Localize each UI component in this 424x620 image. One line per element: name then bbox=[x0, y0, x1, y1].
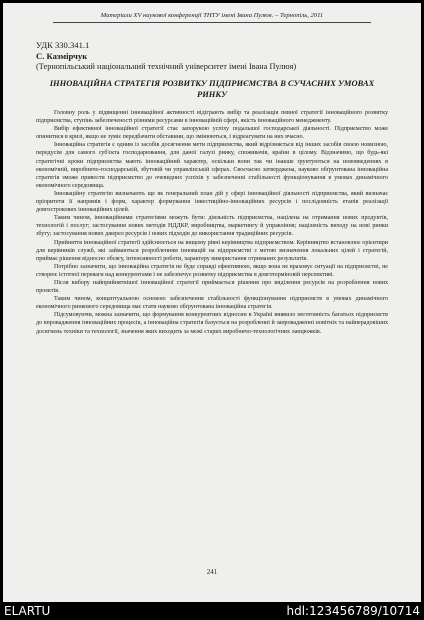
document-page bbox=[3, 3, 421, 602]
paragraph: Після вибору найприйнятнішої інноваційної стратегії приймається рішення про виділення ресурсів на розроблення нових проектів. bbox=[36, 279, 388, 295]
udc-code: УДК 330.341.1 bbox=[36, 40, 90, 50]
paragraph: Інноваційну стратегію визначають ще як генеральний план дій у сфері інноваційної діяльності підприємства, який визначає пріоритети її напрямів і форм, характер формування інвестиційно-інноваційних ресурсів і послідовність етапів реалізації довгострокових інноваційних цілей. bbox=[36, 190, 388, 214]
paragraph: Підсумовуючи, можна зазначити, що формування конкурентних відносин в Україні виявило неготовність багатьох підприємств до впровадження інноваційних процесів, а інноваційна стратегія базується на розробленні й запровадженні новітніх та найперадовіших досягнень техніки та технології, значення яких виходить за межі старих виробничо-технологічних ланцюжків. bbox=[36, 312, 388, 335]
paragraph: Потрібно зазначити, що інноваційна стратегія не буде справді ефективною, якщо вона не враховує ситуації на підприємстві, не створює істотної переваги над конкурентами і не забезпечує розвитку підприємства в довготерміновій перспективі. bbox=[36, 263, 388, 278]
article-title: ІННОВАЦІЙНА СТРАТЕГІЯ РОЗВИТКУ ПІДПРИЄМСТВА В СУЧАСНИХ УМОВАХ РИНКУ bbox=[49, 78, 375, 99]
paragraph: Вибір ефективної інноваційної стратегії стає запорукою успіху подальшої господарської діяльності. Підприємство може опинитися в кризі, якщо не зуміє передбачити обставини, що змінюються, і відреагувати на них вчасно. bbox=[36, 126, 388, 141]
repository-name[interactable]: ELARTU bbox=[4, 604, 51, 618]
paragraph: Прийняття інноваційної стратегії здійснюється на вищому рівні керівництва підприємством. Керівництво встановлює орієнтири для керівників служб, які займаються розробленням інновацій на підприємстві з метою визначення локальних цілей і стратегій, приймає рішення відносно обсягу, інтенсивності роботи, характеру використання отриманих результатів. bbox=[36, 239, 388, 262]
author-name: С. Казмірчук bbox=[36, 51, 88, 61]
author-affiliation: (Тернопільський національний технічний університет імені Івана Пулюя) bbox=[36, 62, 297, 71]
paragraph: Головну роль у підвищенні інноваційної активності відіграють вибір та реалізація певної стратегії інноваційного розвитку підприємства, ступінь забезпеченості різними ресурсами в інноваційній сфері, якість інноваційного менеджменту. bbox=[36, 110, 388, 125]
paragraph: Таким чином, інноваційними стратегіями можуть бути: діяльність підприємства, націлена на отримання нових продуктів, технологій і послуг; застосування нових методів НДДКР, виробництва, маркетингу й управління; націленість виходу на нові ринки збуту; застосування нових джерел ресурсів і нових підходів до використання традиційних ресурсів. bbox=[36, 215, 388, 238]
article-body bbox=[36, 109, 388, 336]
header-rule bbox=[53, 22, 371, 23]
paragraph: Інноваційна стратегія є одним із засобів досягнення мети підприємства, який відрізняється від інших засобів своєю новизною, передусім для самого суб'єкта господарювання, для даної галузі ринку, споживачів, країни в цілому. Відзначимо, що будь-які стратегічні кроки підприємства мають інноваційний характер, оскільки вони так чи інакше ґрунтуються на нововведеннях в економічній, виробничо-господарській, збутовій чи управлінській сферах. Своєчасно затверджена, науково обґрунтована інноваційна стратегія зможе привести підприємство до очевидних успіхів у забезпеченні стабільності функціонування в умовах динамічного економічного середовища. bbox=[36, 142, 388, 189]
paragraph: Таким чином, концептуальною основою забезпечення стабільності функціонування підприємств в умовах динамічного економічного ринкового середовища має стати науково обґрунтована інноваційна стратегія. bbox=[36, 296, 388, 311]
running-header: Матеріали XV наукової конференції ТНТУ імені Івана Пулюя. – Тернопіль, 2011 bbox=[100, 12, 324, 19]
handle-identifier[interactable]: hdl:123456789/10714 bbox=[286, 604, 420, 618]
page-number: 241 bbox=[206, 568, 218, 576]
repository-footer bbox=[0, 603, 424, 620]
